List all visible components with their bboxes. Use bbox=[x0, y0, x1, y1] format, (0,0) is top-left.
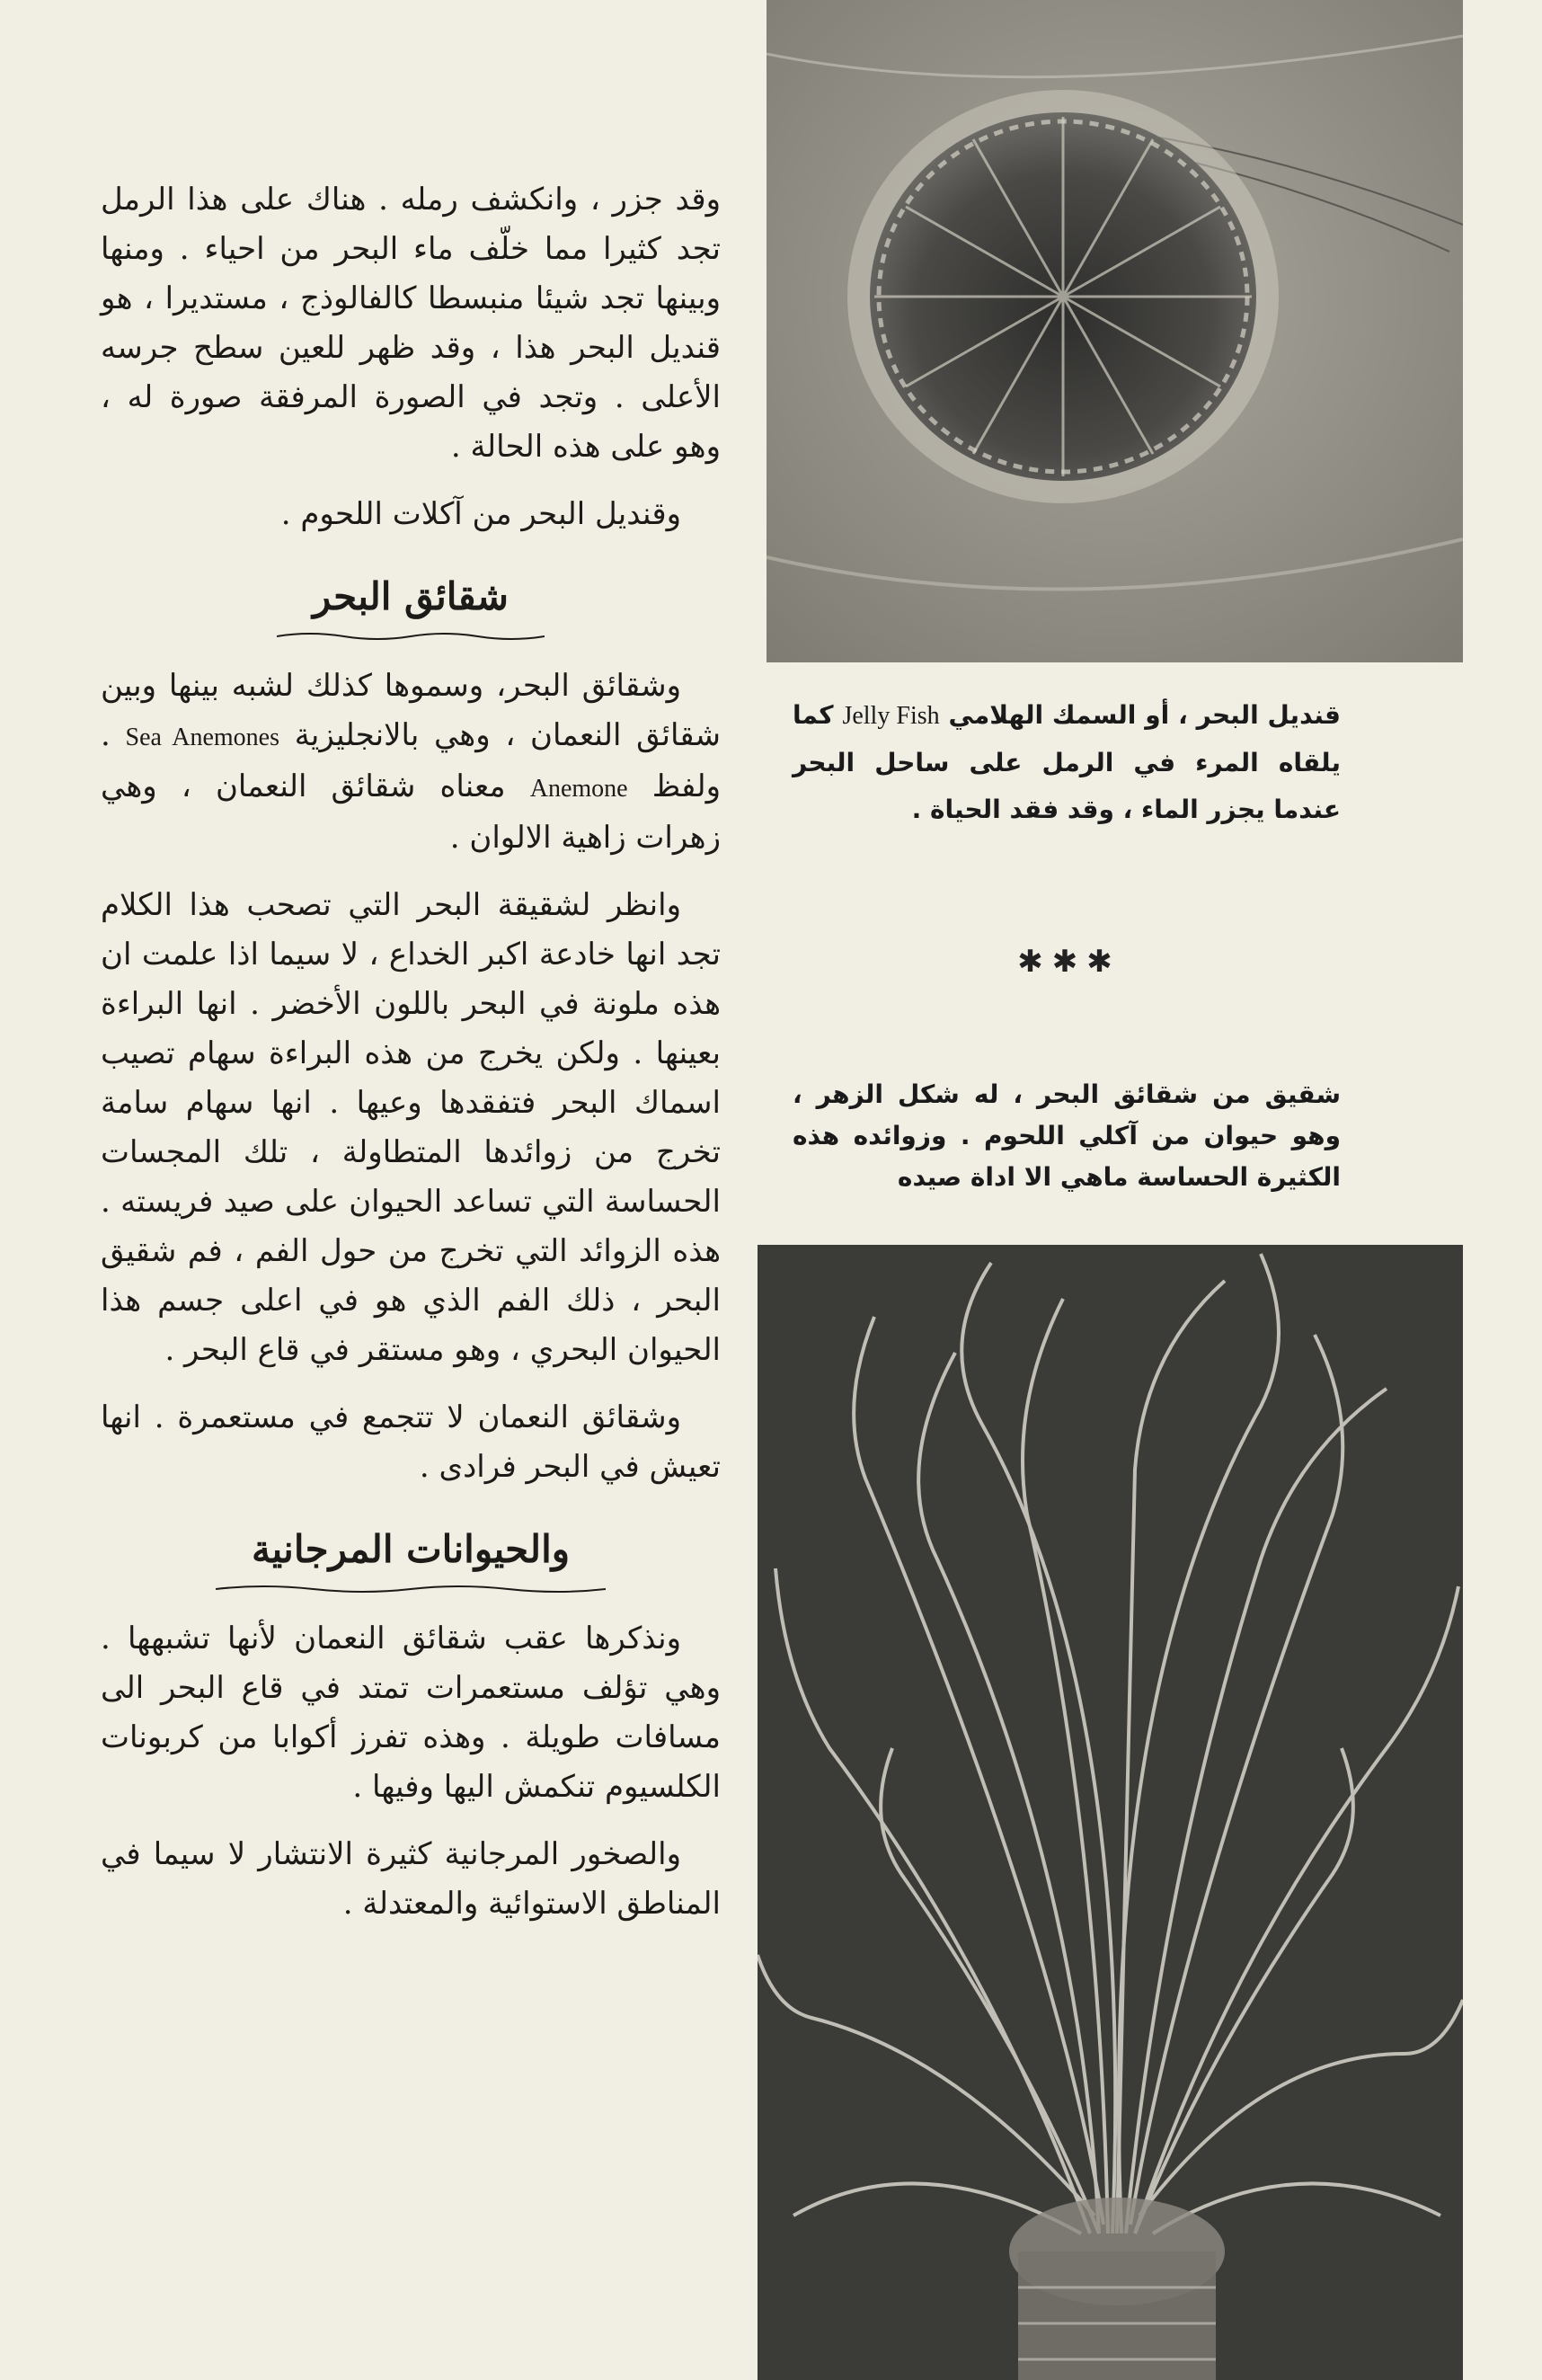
corals-paragraph-2: والصخور المرجانية كثيرة الانتشار لا سيما في المناطق الاستوائية والمعتدلة . bbox=[101, 1836, 721, 1922]
text-run: معناه شقائق النعمان ، وهي زهرات زاهية الالوان . bbox=[101, 768, 721, 856]
section-heading-sea-anemones bbox=[101, 572, 721, 636]
section-heading-text: والحيوانات المرجانية bbox=[251, 1527, 571, 1571]
latin-term-sea-anemones: Sea Anemones bbox=[125, 724, 280, 751]
sea-anemones-paragraph-1 bbox=[101, 662, 721, 863]
sea-anemones-paragraph-2: وانظر لشقيقة البحر التي تصحب هذا الكلام تجد انها خادعة اكبر الخداع ، لا سيما اذا علمت ان هذه ملونة في البحر باللون الأخضر . انها البراءة بعينها . ولكن يخرج من هذه البراءة سهام تصيب اسماك البحر فتفقدها وعيها . انها سهام سامة تخرج من زوائدها المتطاولة ، تلك المجسات الحساسة التي تساعد الحيوان على صيد فريسته . هذه الزوائد التي تخرج من حول الفم ، فم شقيق البحر ، ذلك الفم الذي هو في اعلى جسم هذا الحيوان البحري ، وهو مستقر في قاع البحر . bbox=[101, 887, 721, 1368]
anemone-photo bbox=[758, 1245, 1463, 2380]
section-heading-corals bbox=[101, 1524, 721, 1589]
anemone-caption-text: شقيق من شقائق البحر ، له شكل الزهر ، وهو حيوان من آكلي اللحوم . وزوائده هذه الكثيرة الحساسة ماهي الا اداة صيده bbox=[793, 1079, 1341, 1192]
intro-paragraph-2: وقنديل البحر من آكلات اللحوم . bbox=[280, 496, 681, 532]
anemone-caption bbox=[793, 1074, 1341, 1198]
jellyfish-caption bbox=[793, 692, 1341, 833]
jellyfish-caption-text: كما يلقاه المرء في الرمل على ساحل البحر عندما يجزر الماء ، وقد فقد الحياة . bbox=[793, 700, 1341, 824]
text-run: وشقائق البحر، وسموها كذلك لشبه بينها وبين شقائق النعمان ، وهي بالانجليزية bbox=[101, 668, 721, 753]
intro-paragraph: وقد جزر ، وانكشف رمله . هناك على هذا الرمل تجد كثيرا مما خلّف ماء البحر من احياء . ومنها وبينها تجد شيئا منبسطا كالفالوذج ، مستديرا ، هو قنديل البحر هذا ، وقد ظهر للعين سطح جرسه الأعلى . وتجد في الصورة المرفقة صورة له ، وهو على هذه الحالة . bbox=[101, 182, 721, 465]
section-heading-text: شقائق البحر bbox=[313, 574, 509, 618]
article-body bbox=[101, 175, 721, 1947]
sea-anemones-paragraph-3: وشقائق النعمان لا تتجمع في مستعمرة . انها تعيش في البحر فرادى . bbox=[101, 1399, 721, 1485]
heading-underline bbox=[216, 1584, 606, 1594]
jellyfish-photo bbox=[767, 0, 1463, 662]
heading-underline bbox=[277, 631, 545, 642]
section-stars: ✱✱✱ bbox=[1017, 944, 1121, 980]
jellyfish-caption-title: قنديل البحر ، أو السمك الهلامي bbox=[948, 700, 1342, 730]
latin-term-anemone: Anemone bbox=[529, 775, 628, 803]
anemone-illustration bbox=[758, 1245, 1463, 2380]
jellyfish-caption-latin: Jelly Fish bbox=[842, 702, 940, 730]
jellyfish-illustration bbox=[767, 0, 1463, 662]
corals-paragraph-1: ونذكرها عقب شقائق النعمان لأنها تشبهها . وهي تؤلف مستعمرات تمتد في قاع البحر الى مسافات طويلة . وهذه تفرز أكوابا من كربونات الكلسيوم تنكمش اليها وفيها . bbox=[101, 1621, 721, 1805]
text-run: . ولفظ bbox=[101, 717, 721, 804]
